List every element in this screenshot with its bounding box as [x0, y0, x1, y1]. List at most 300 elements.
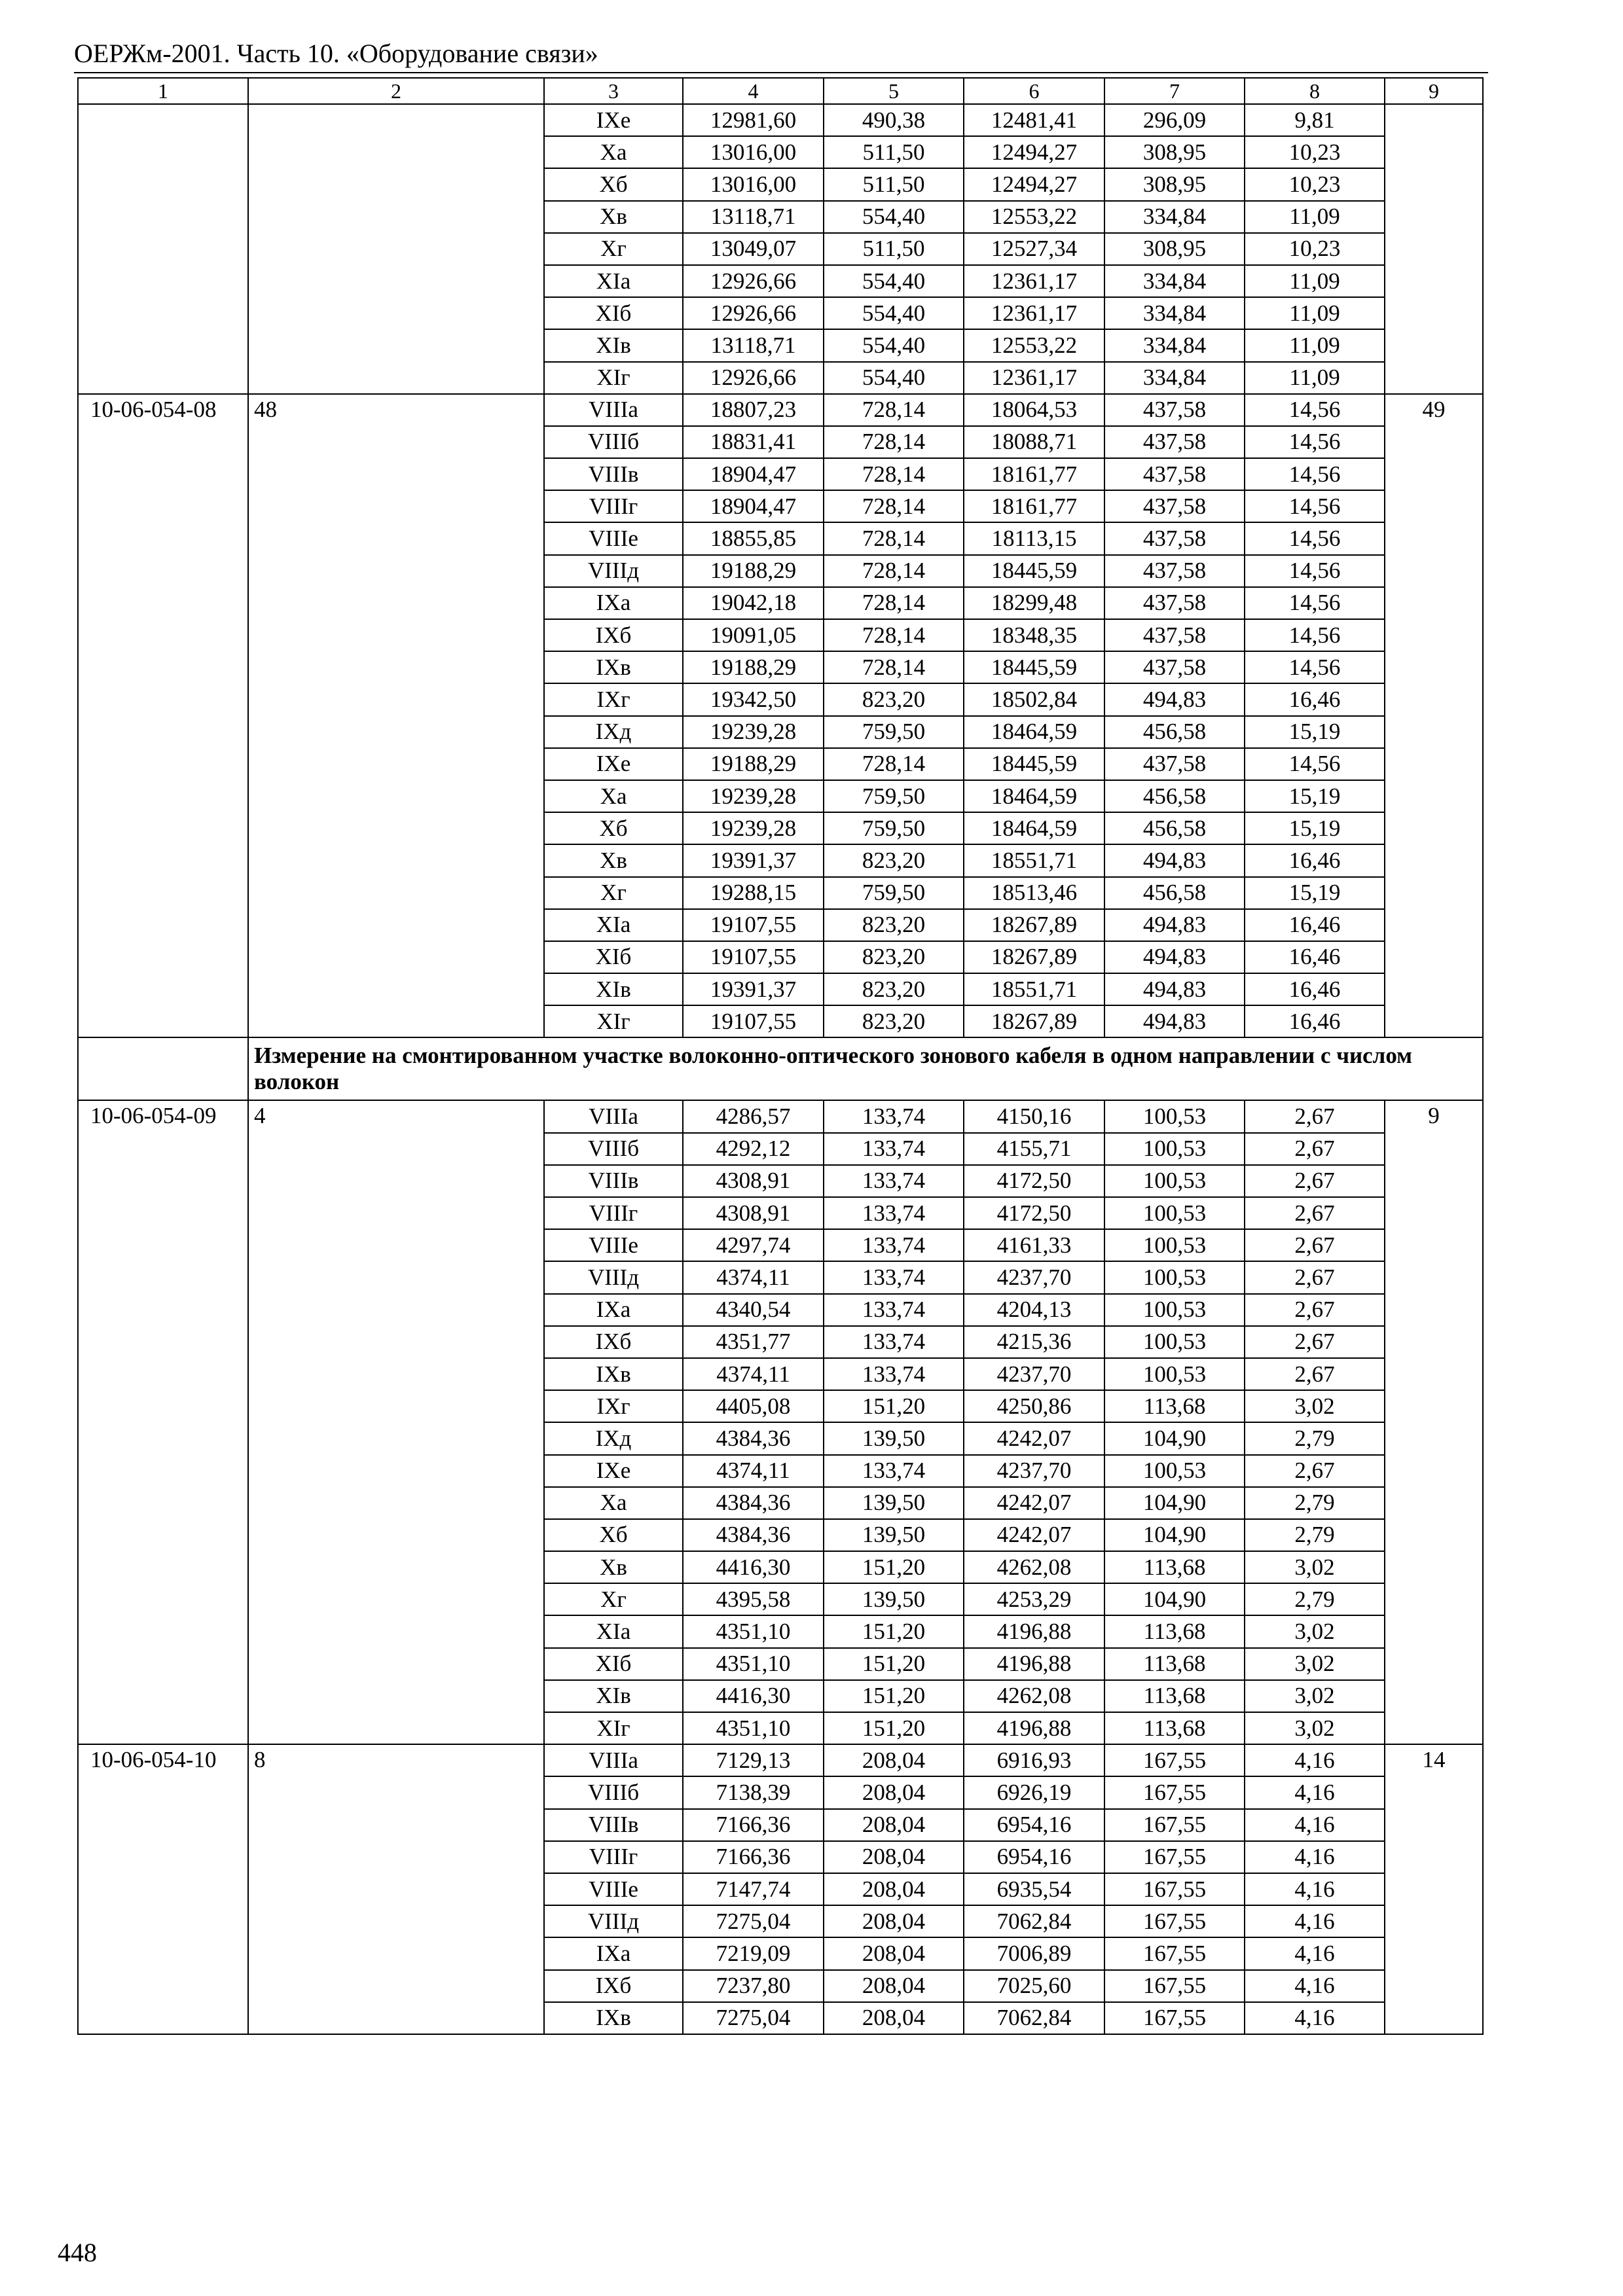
driver-wages: 308,95: [1104, 233, 1245, 265]
total-cost: 18904,47: [683, 458, 824, 490]
driver-wages: 334,84: [1104, 201, 1245, 233]
wages: 759,50: [824, 716, 964, 748]
materials: 11,09: [1245, 297, 1385, 329]
total-cost: 13118,71: [683, 201, 824, 233]
zone-class: XIг: [544, 1005, 683, 1037]
wages: 554,40: [824, 265, 964, 297]
driver-wages: 308,95: [1104, 136, 1245, 168]
machine-cost: 4172,50: [964, 1197, 1104, 1229]
total-cost: 7219,09: [683, 1937, 824, 1969]
zone-class: VIIIб: [544, 1776, 683, 1808]
zone-class: VIIIд: [544, 1261, 683, 1293]
column-number: 4: [683, 78, 824, 104]
total-cost: 4351,10: [683, 1648, 824, 1680]
total-cost: 7275,04: [683, 2002, 824, 2034]
wages: 759,50: [824, 812, 964, 844]
materials: 2,67: [1245, 1100, 1385, 1132]
machine-cost: 18348,35: [964, 619, 1104, 651]
total-cost: 4351,10: [683, 1615, 824, 1647]
materials: 10,23: [1245, 136, 1385, 168]
machine-cost: 4196,88: [964, 1615, 1104, 1647]
machine-cost: 18267,89: [964, 909, 1104, 941]
zone-class: IXд: [544, 716, 683, 748]
materials: 2,67: [1245, 1261, 1385, 1293]
wages: 133,74: [824, 1165, 964, 1197]
driver-wages: 113,68: [1104, 1680, 1245, 1712]
zone-class: Xв: [544, 1551, 683, 1583]
wages: 133,74: [824, 1358, 964, 1390]
materials: 11,09: [1245, 265, 1385, 297]
zone-class: XIв: [544, 329, 683, 361]
column-number: 1: [78, 78, 248, 104]
driver-wages: 437,58: [1104, 651, 1245, 683]
machine-cost: 4237,70: [964, 1261, 1104, 1293]
total-cost: 19107,55: [683, 909, 824, 941]
materials: 2,67: [1245, 1133, 1385, 1165]
materials: 16,46: [1245, 973, 1385, 1005]
materials: 14,56: [1245, 522, 1385, 554]
materials: 4,16: [1245, 1970, 1385, 2002]
materials: 4,16: [1245, 1776, 1385, 1808]
driver-wages: 167,55: [1104, 1873, 1245, 1905]
materials: 15,19: [1245, 716, 1385, 748]
driver-wages: 494,83: [1104, 683, 1245, 715]
machine-cost: 18445,59: [964, 555, 1104, 587]
materials: 14,56: [1245, 394, 1385, 426]
zone-class: IXа: [544, 1937, 683, 1969]
driver-wages: 113,68: [1104, 1648, 1245, 1680]
driver-wages: 334,84: [1104, 297, 1245, 329]
materials: 14,56: [1245, 587, 1385, 619]
zone-class: IXд: [544, 1422, 683, 1454]
wages: 151,20: [824, 1615, 964, 1647]
machine-cost: 4262,08: [964, 1551, 1104, 1583]
driver-wages: 334,84: [1104, 265, 1245, 297]
machine-cost: 12494,27: [964, 136, 1104, 168]
driver-wages: 494,83: [1104, 941, 1245, 973]
total-cost: 4351,77: [683, 1326, 824, 1358]
zone-class: IXг: [544, 1390, 683, 1422]
driver-wages: 100,53: [1104, 1100, 1245, 1132]
total-cost: 12926,66: [683, 265, 824, 297]
zone-class: VIIIг: [544, 1197, 683, 1229]
zone-class: XIб: [544, 297, 683, 329]
driver-wages: 167,55: [1104, 1970, 1245, 2002]
materials: 2,67: [1245, 1326, 1385, 1358]
materials: 14,56: [1245, 651, 1385, 683]
wages: 139,50: [824, 1487, 964, 1519]
wages: 133,74: [824, 1100, 964, 1132]
column-number: 3: [544, 78, 683, 104]
driver-wages: 113,68: [1104, 1615, 1245, 1647]
materials: 14,56: [1245, 748, 1385, 780]
column-number: 7: [1104, 78, 1245, 104]
zone-class: Xг: [544, 1583, 683, 1615]
materials: 4,16: [1245, 1841, 1385, 1873]
machine-cost: 12481,41: [964, 104, 1104, 136]
zone-class: VIIIг: [544, 1841, 683, 1873]
zone-class: VIIIе: [544, 522, 683, 554]
total-cost: 4416,30: [683, 1551, 824, 1583]
machine-cost: 4242,07: [964, 1519, 1104, 1551]
zone-class: Xб: [544, 812, 683, 844]
total-cost: 7138,39: [683, 1776, 824, 1808]
total-cost: 7166,36: [683, 1841, 824, 1873]
machine-cost: 4172,50: [964, 1165, 1104, 1197]
machine-cost: 4253,29: [964, 1583, 1104, 1615]
wages: 554,40: [824, 362, 964, 394]
machine-cost: 4204,13: [964, 1294, 1104, 1326]
table-body: [78, 78, 1483, 2034]
wages: 823,20: [824, 941, 964, 973]
wages: 208,04: [824, 1937, 964, 1969]
machine-cost: 7025,60: [964, 1970, 1104, 2002]
driver-wages: 167,55: [1104, 1744, 1245, 1776]
wages: 490,38: [824, 104, 964, 136]
wages: 823,20: [824, 973, 964, 1005]
rate-code: 10-06-054-09: [78, 1100, 248, 1744]
materials: 4,16: [1245, 1937, 1385, 1969]
materials: 14,56: [1245, 555, 1385, 587]
driver-wages: 167,55: [1104, 1841, 1245, 1873]
rate-code: [78, 104, 248, 394]
machine-cost: 4155,71: [964, 1133, 1104, 1165]
machine-cost: 12361,17: [964, 297, 1104, 329]
driver-wages: 437,58: [1104, 619, 1245, 651]
materials: 11,09: [1245, 201, 1385, 233]
materials: 2,67: [1245, 1358, 1385, 1390]
driver-wages: 167,55: [1104, 1809, 1245, 1841]
zone-class: VIIIб: [544, 426, 683, 458]
zone-class: XIб: [544, 1648, 683, 1680]
wages: 823,20: [824, 683, 964, 715]
total-cost: 19239,28: [683, 716, 824, 748]
materials: 9,81: [1245, 104, 1385, 136]
total-cost: 4297,74: [683, 1229, 824, 1261]
total-cost: 4286,57: [683, 1100, 824, 1132]
driver-wages: 308,95: [1104, 168, 1245, 200]
zone-class: Xг: [544, 233, 683, 265]
materials: 4,16: [1245, 1809, 1385, 1841]
driver-wages: 100,53: [1104, 1326, 1245, 1358]
driver-wages: 437,58: [1104, 490, 1245, 522]
machine-cost: 18299,48: [964, 587, 1104, 619]
zone-class: VIIIе: [544, 1229, 683, 1261]
total-cost: 4416,30: [683, 1680, 824, 1712]
zone-class: VIIIв: [544, 458, 683, 490]
total-cost: 4405,08: [683, 1390, 824, 1422]
wages: 728,14: [824, 748, 964, 780]
total-cost: 19391,37: [683, 973, 824, 1005]
wages: 728,14: [824, 458, 964, 490]
driver-wages: 100,53: [1104, 1165, 1245, 1197]
driver-wages: 437,58: [1104, 587, 1245, 619]
zone-class: VIIIд: [544, 1905, 683, 1937]
machine-cost: 6935,54: [964, 1873, 1104, 1905]
column-number: 2: [248, 78, 544, 104]
zone-class: IXа: [544, 587, 683, 619]
machine-cost: 4237,70: [964, 1358, 1104, 1390]
materials: 11,09: [1245, 329, 1385, 361]
total-cost: 13049,07: [683, 233, 824, 265]
zone-class: Xб: [544, 168, 683, 200]
total-cost: 12926,66: [683, 297, 824, 329]
materials: 10,23: [1245, 168, 1385, 200]
driver-wages: 437,58: [1104, 522, 1245, 554]
machine-cost: 12527,34: [964, 233, 1104, 265]
wages: 151,20: [824, 1712, 964, 1744]
rate-code: 10-06-054-10: [78, 1744, 248, 2034]
wages: 208,04: [824, 1841, 964, 1873]
wages: 208,04: [824, 1970, 964, 2002]
materials: 14,56: [1245, 426, 1385, 458]
machine-cost: 18088,71: [964, 426, 1104, 458]
materials: 16,46: [1245, 909, 1385, 941]
wages: 511,50: [824, 136, 964, 168]
zone-class: IXб: [544, 619, 683, 651]
driver-wages: 100,53: [1104, 1197, 1245, 1229]
materials: 2,67: [1245, 1294, 1385, 1326]
wages: 208,04: [824, 2002, 964, 2034]
wages: 823,20: [824, 1005, 964, 1037]
zone-class: VIIIе: [544, 1873, 683, 1905]
section-row: [78, 1037, 1483, 1100]
wages: 151,20: [824, 1680, 964, 1712]
rate-code: 10-06-054-08: [78, 394, 248, 1038]
wages: 133,74: [824, 1294, 964, 1326]
materials: 14,56: [1245, 458, 1385, 490]
wages: 759,50: [824, 780, 964, 812]
zone-class: IXб: [544, 1970, 683, 2002]
machine-cost: 4161,33: [964, 1229, 1104, 1261]
wages: 728,14: [824, 555, 964, 587]
wages: 728,14: [824, 490, 964, 522]
total-cost: 7129,13: [683, 1744, 824, 1776]
total-cost: 4351,10: [683, 1712, 824, 1744]
wages: 151,20: [824, 1390, 964, 1422]
materials: 2,79: [1245, 1583, 1385, 1615]
machine-cost: 4262,08: [964, 1680, 1104, 1712]
labor-cost: 14: [1385, 1744, 1483, 2034]
machine-cost: 18464,59: [964, 780, 1104, 812]
zone-class: XIа: [544, 265, 683, 297]
machine-cost: 4215,36: [964, 1326, 1104, 1358]
driver-wages: 437,58: [1104, 426, 1245, 458]
total-cost: 19042,18: [683, 587, 824, 619]
wages: 151,20: [824, 1551, 964, 1583]
driver-wages: 437,58: [1104, 555, 1245, 587]
machine-cost: 4237,70: [964, 1455, 1104, 1487]
total-cost: 18904,47: [683, 490, 824, 522]
total-cost: 18807,23: [683, 394, 824, 426]
materials: 14,56: [1245, 490, 1385, 522]
machine-cost: 12553,22: [964, 201, 1104, 233]
zone-class: XIа: [544, 1615, 683, 1647]
machine-cost: 18161,77: [964, 490, 1104, 522]
wages: 728,14: [824, 522, 964, 554]
wages: 139,50: [824, 1422, 964, 1454]
materials: 2,79: [1245, 1487, 1385, 1519]
wages: 133,74: [824, 1455, 964, 1487]
wages: 511,50: [824, 168, 964, 200]
materials: 15,19: [1245, 877, 1385, 909]
materials: 16,46: [1245, 941, 1385, 973]
driver-wages: 100,53: [1104, 1229, 1245, 1261]
machine-cost: 18445,59: [964, 748, 1104, 780]
machine-cost: 18513,46: [964, 877, 1104, 909]
total-cost: 19107,55: [683, 1005, 824, 1037]
machine-cost: 18113,15: [964, 522, 1104, 554]
total-cost: 4395,58: [683, 1583, 824, 1615]
machine-cost: 18161,77: [964, 458, 1104, 490]
driver-wages: 296,09: [1104, 104, 1245, 136]
labor-cost: 49: [1385, 394, 1483, 1038]
total-cost: 7237,80: [683, 1970, 824, 2002]
total-cost: 4292,12: [683, 1133, 824, 1165]
total-cost: 19391,37: [683, 844, 824, 876]
driver-wages: 494,83: [1104, 844, 1245, 876]
total-cost: 18831,41: [683, 426, 824, 458]
zone-class: Xб: [544, 1519, 683, 1551]
total-cost: 19091,05: [683, 619, 824, 651]
machine-cost: 18551,71: [964, 973, 1104, 1005]
driver-wages: 456,58: [1104, 877, 1245, 909]
zone-class: Xа: [544, 1487, 683, 1519]
driver-wages: 334,84: [1104, 329, 1245, 361]
zone-class: IXб: [544, 1326, 683, 1358]
machine-cost: 18464,59: [964, 812, 1104, 844]
table-row: [78, 394, 1483, 426]
materials: 15,19: [1245, 812, 1385, 844]
materials: 4,16: [1245, 1873, 1385, 1905]
wages: 208,04: [824, 1905, 964, 1937]
driver-wages: 104,90: [1104, 1422, 1245, 1454]
driver-wages: 167,55: [1104, 1905, 1245, 1937]
total-cost: 19188,29: [683, 748, 824, 780]
driver-wages: 100,53: [1104, 1261, 1245, 1293]
materials: 3,02: [1245, 1551, 1385, 1583]
wages: 133,74: [824, 1229, 964, 1261]
materials: 3,02: [1245, 1390, 1385, 1422]
wages: 208,04: [824, 1873, 964, 1905]
materials: 16,46: [1245, 1005, 1385, 1037]
materials: 4,16: [1245, 1744, 1385, 1776]
machine-cost: 18267,89: [964, 1005, 1104, 1037]
materials: 3,02: [1245, 1680, 1385, 1712]
column-number: 6: [964, 78, 1104, 104]
wages: 208,04: [824, 1776, 964, 1808]
wages: 728,14: [824, 587, 964, 619]
machine-cost: 6916,93: [964, 1744, 1104, 1776]
zone-class: IXе: [544, 104, 683, 136]
materials: 3,02: [1245, 1712, 1385, 1744]
zone-class: IXа: [544, 1294, 683, 1326]
driver-wages: 104,90: [1104, 1583, 1245, 1615]
wages: 823,20: [824, 844, 964, 876]
materials: 2,67: [1245, 1197, 1385, 1229]
wages: 139,50: [824, 1519, 964, 1551]
zone-class: XIг: [544, 1712, 683, 1744]
total-cost: 4374,11: [683, 1455, 824, 1487]
materials: 15,19: [1245, 780, 1385, 812]
zone-class: VIIIа: [544, 1100, 683, 1132]
wages: 554,40: [824, 201, 964, 233]
labor-cost: 9: [1385, 1100, 1483, 1744]
driver-wages: 437,58: [1104, 458, 1245, 490]
fiber-count: [248, 104, 544, 394]
machine-cost: 6926,19: [964, 1776, 1104, 1808]
total-cost: 18855,85: [683, 522, 824, 554]
column-number: 8: [1245, 78, 1385, 104]
machine-cost: 18464,59: [964, 716, 1104, 748]
table-row: [78, 1100, 1483, 1132]
machine-cost: 18551,71: [964, 844, 1104, 876]
total-cost: 19107,55: [683, 941, 824, 973]
wages: 728,14: [824, 394, 964, 426]
machine-cost: 7062,84: [964, 1905, 1104, 1937]
zone-class: XIб: [544, 941, 683, 973]
wages: 728,14: [824, 619, 964, 651]
zone-class: VIIIб: [544, 1133, 683, 1165]
wages: 133,74: [824, 1326, 964, 1358]
materials: 11,09: [1245, 362, 1385, 394]
machine-cost: 4250,86: [964, 1390, 1104, 1422]
page-header-title: ОЕРЖм-2001. Часть 10. «Оборудование связи»: [74, 39, 598, 68]
driver-wages: 494,83: [1104, 1005, 1245, 1037]
total-cost: 13016,00: [683, 136, 824, 168]
total-cost: 4308,91: [683, 1165, 824, 1197]
total-cost: 19188,29: [683, 555, 824, 587]
machine-cost: 12494,27: [964, 168, 1104, 200]
machine-cost: 12553,22: [964, 329, 1104, 361]
machine-cost: 12361,17: [964, 265, 1104, 297]
machine-cost: 7006,89: [964, 1937, 1104, 1969]
zone-class: IXе: [544, 748, 683, 780]
materials: 2,79: [1245, 1519, 1385, 1551]
driver-wages: 113,68: [1104, 1712, 1245, 1744]
fiber-count: 8: [248, 1744, 544, 2034]
materials: 10,23: [1245, 233, 1385, 265]
zone-class: Xа: [544, 780, 683, 812]
wages: 133,74: [824, 1261, 964, 1293]
wages: 554,40: [824, 297, 964, 329]
labor-cost: [1385, 104, 1483, 394]
wages: 139,50: [824, 1583, 964, 1615]
total-cost: 7147,74: [683, 1873, 824, 1905]
zone-class: IXв: [544, 651, 683, 683]
materials: 2,79: [1245, 1422, 1385, 1454]
total-cost: 19288,15: [683, 877, 824, 909]
driver-wages: 334,84: [1104, 362, 1245, 394]
total-cost: 4374,11: [683, 1261, 824, 1293]
materials: 2,67: [1245, 1455, 1385, 1487]
total-cost: 4308,91: [683, 1197, 824, 1229]
materials: 14,56: [1245, 619, 1385, 651]
page-number: 448: [58, 2238, 97, 2267]
wages: 208,04: [824, 1744, 964, 1776]
zone-class: XIв: [544, 1680, 683, 1712]
zone-class: IXв: [544, 1358, 683, 1390]
driver-wages: 100,53: [1104, 1455, 1245, 1487]
total-cost: 4374,11: [683, 1358, 824, 1390]
materials: 3,02: [1245, 1648, 1385, 1680]
total-cost: 7275,04: [683, 1905, 824, 1937]
driver-wages: 104,90: [1104, 1519, 1245, 1551]
driver-wages: 100,53: [1104, 1358, 1245, 1390]
materials: 16,46: [1245, 844, 1385, 876]
wages: 759,50: [824, 877, 964, 909]
total-cost: 4384,36: [683, 1422, 824, 1454]
